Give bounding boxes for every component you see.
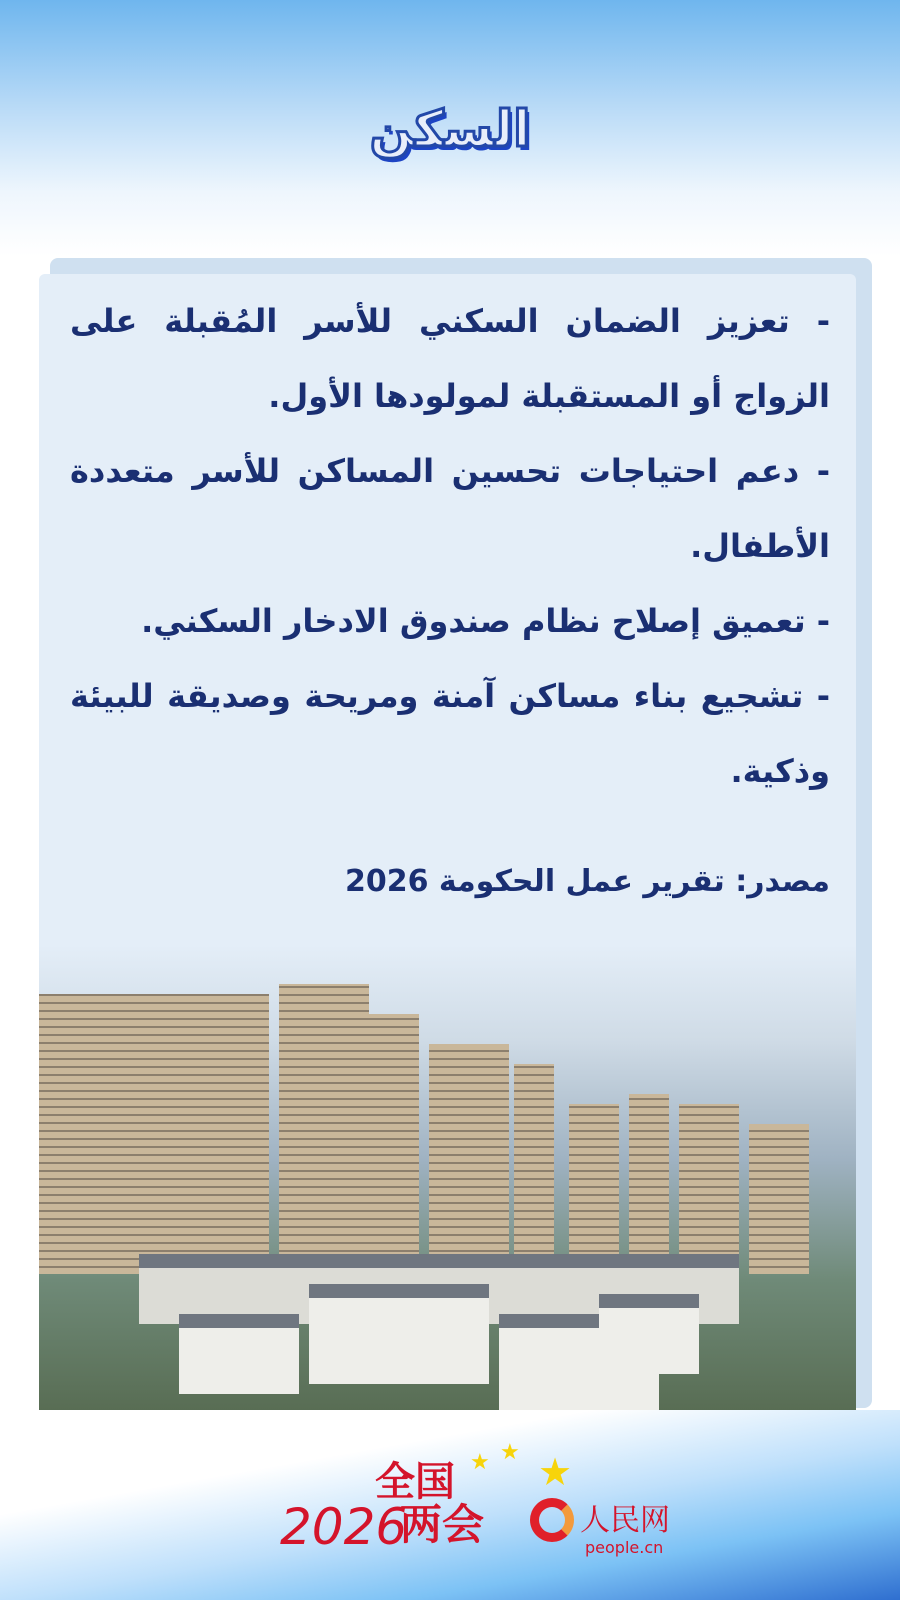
source-text: مصدر: تقرير عمل الحكومة 2026 (344, 864, 830, 899)
star-icon: ★ (500, 1440, 520, 1465)
star-icon: ★ (538, 1450, 573, 1494)
page-title: السكن (369, 100, 531, 158)
logo-line2: 两会 (400, 1500, 485, 1549)
event-logo (280, 1440, 680, 1580)
list-item: - تعميق إصلاح نظام صندوق الادخار السكني. (141, 602, 830, 640)
logo-line1: 全国 (375, 1459, 455, 1505)
list-item: - تشجيع بناء مساكن آمنة ومريحة وصديقة للبيئة وذكية. (70, 677, 830, 790)
brand-name: 人民网 (580, 1503, 670, 1538)
housing-photo (39, 944, 856, 1424)
people-daily-logo-icon (530, 1498, 574, 1542)
star-icon: ★ (470, 1450, 490, 1475)
content-card (39, 274, 856, 1424)
list-item: - تعزيز الضمان السكني للأسر المُقبلة على الزواج أو المستقبلة لمولودها الأول. (70, 302, 830, 415)
list-item: - دعم احتياجات تحسين المساكن للأسر متعددة الأطفال. (70, 452, 830, 565)
policy-list (70, 284, 830, 809)
brand-url: people.cn (585, 1538, 664, 1557)
logo-year: 2026 (280, 1498, 408, 1556)
